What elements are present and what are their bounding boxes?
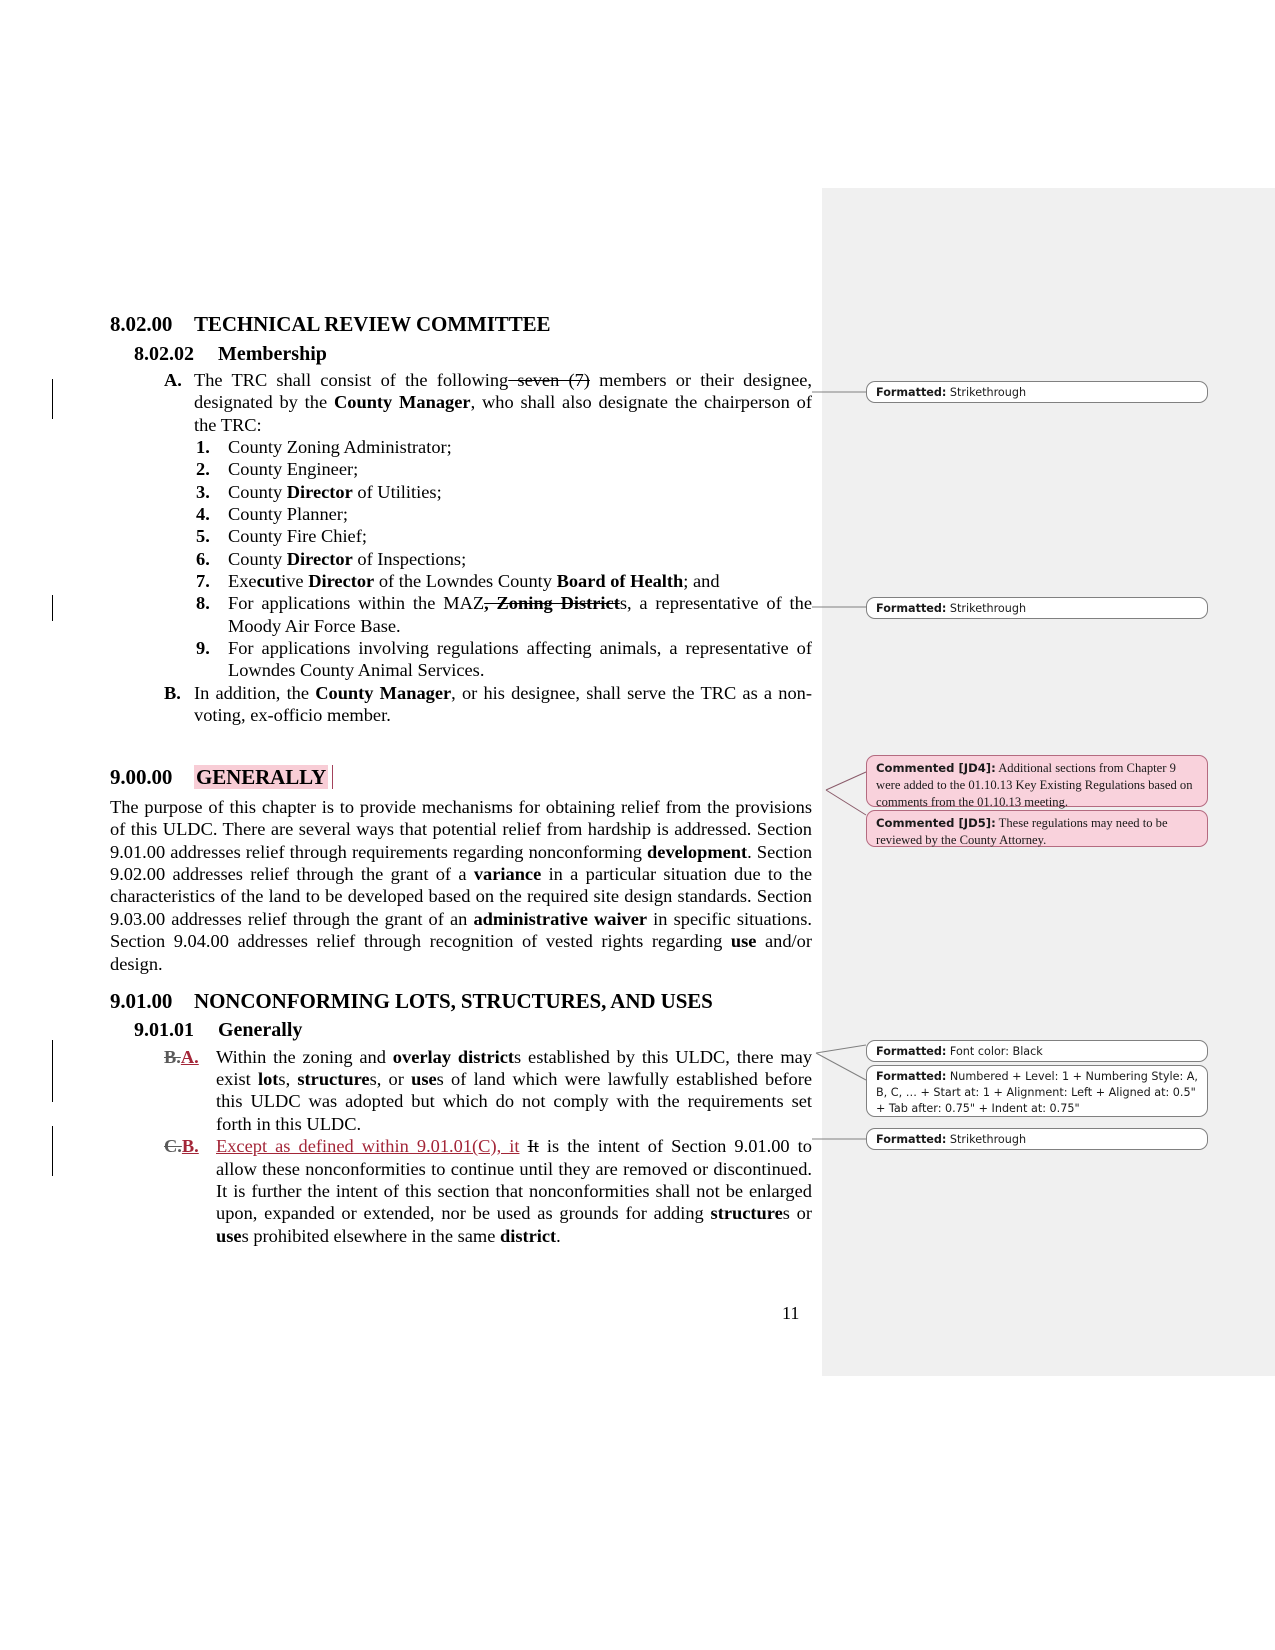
list-marker: 8. xyxy=(196,593,210,614)
inserted-marker: B. xyxy=(181,1136,199,1157)
list-text xyxy=(228,571,720,591)
text-run: members or their designee, designated by the xyxy=(194,369,813,413)
text-run: County xyxy=(228,481,287,502)
deleted-text: , Zoning District xyxy=(484,593,620,614)
heading-title: Generally xyxy=(218,1019,303,1042)
list-text xyxy=(216,1136,812,1245)
change-bar xyxy=(52,1040,53,1102)
heading-8-02-02 xyxy=(134,342,812,366)
text-run: Exe xyxy=(228,571,257,592)
bold-term: Director xyxy=(286,548,353,569)
text-run: For applications within the MAZ xyxy=(228,593,485,614)
text-run: in specific situations. Section 9.04.00 addresses relief through recognition of vested rights regarding xyxy=(110,908,812,952)
bold-term: County Manager xyxy=(315,682,452,703)
list-text: County Fire Chief; xyxy=(228,526,367,547)
heading-number: 9.00.00 xyxy=(110,764,173,789)
balloon-text: Numbered + Level: 1 + Numbering Style: A, B, C, … + Start at: 1 + Alignment: Left + Aligned at: 0.5" + Tab after: 0.75" + Indent at: 0.75" xyxy=(876,1070,1198,1115)
list-text xyxy=(228,549,466,569)
list-item-a xyxy=(164,369,812,436)
heading-title: Membership xyxy=(218,342,327,365)
generally-paragraph xyxy=(110,796,812,975)
page-number: 11 xyxy=(782,1303,800,1323)
balloon-label: Formatted: xyxy=(876,602,947,615)
text-run: and/or design. xyxy=(110,931,812,974)
bold-term: Director xyxy=(286,481,353,502)
list-item-8 xyxy=(196,592,812,637)
list-marker xyxy=(164,1046,214,1068)
deleted-text: seven (7) xyxy=(508,369,590,390)
list-item-1 xyxy=(196,436,812,458)
inserted-text: Except as defined within 9.01.01(C), it xyxy=(216,1136,520,1157)
bold-term: development xyxy=(647,841,748,862)
list-text xyxy=(194,683,812,725)
list-text xyxy=(216,1047,812,1134)
list-marker: 7. xyxy=(196,571,210,592)
heading-title: GENERALLY xyxy=(196,764,327,789)
formatted-balloon-numbered[interactable] xyxy=(866,1065,1208,1117)
list-text xyxy=(228,593,812,635)
list-marker: A. xyxy=(164,369,182,390)
text-run: s prohibited elsewhere in the same xyxy=(241,1225,500,1246)
list-marker: 5. xyxy=(196,526,210,547)
heading-title: NONCONFORMING LOTS, STRUCTURES, AND USES xyxy=(194,988,713,1013)
text-run: ive xyxy=(281,571,309,592)
bold-term: district xyxy=(499,1225,557,1246)
bold-term: Board of Health xyxy=(556,571,684,592)
balloon-text: Strikethrough xyxy=(946,1133,1027,1146)
heading-number: 9.01.01 xyxy=(134,1019,194,1042)
list-item-9 xyxy=(196,637,812,682)
list-item-2 xyxy=(196,458,812,480)
text-run: In addition, the xyxy=(194,682,316,703)
comment-balloon-jd4[interactable] xyxy=(866,755,1208,807)
bold-term: use xyxy=(411,1069,437,1090)
bold-term: cut xyxy=(256,571,282,592)
list-marker: 1. xyxy=(196,436,210,457)
bold-term: variance xyxy=(473,864,542,885)
balloon-text: Additional sections from Chapter 9 were added to the 01.10.13 Key Existing Regulations based on comments from the 01.10.13 meeting. xyxy=(876,761,1193,809)
text-run: s, xyxy=(278,1069,298,1090)
bold-term: use xyxy=(216,1225,242,1246)
text-run: s or xyxy=(782,1203,813,1224)
text-run: , who shall also designate the chairperson of the TRC: xyxy=(194,392,812,435)
heading-9-00-00 xyxy=(110,765,812,791)
balloon-label: Commented [JD4]: xyxy=(876,761,996,775)
heading-9-01-01 xyxy=(134,1018,812,1042)
nonconforming-item-b xyxy=(164,1135,812,1247)
text-run: of the Lowndes County xyxy=(374,571,557,592)
change-bar xyxy=(52,379,53,419)
text-run: s established by this ULDC, there may exist xyxy=(216,1046,813,1090)
list-marker: 6. xyxy=(196,548,210,569)
list-marker xyxy=(164,1135,214,1157)
balloon-label: Commented [JD5]: xyxy=(876,816,996,830)
text-run: s, a representative of the Moody Air Force Base. xyxy=(228,593,813,636)
text-run: s, or xyxy=(369,1069,412,1090)
list-marker: 3. xyxy=(196,481,210,502)
heading-8-02-00 xyxy=(110,312,812,338)
nonconforming-item-a xyxy=(164,1046,812,1135)
comment-balloon-jd5[interactable] xyxy=(866,810,1208,847)
document-body xyxy=(110,312,812,1247)
text-run: . xyxy=(556,1225,561,1246)
text-run: Within the zoning and xyxy=(216,1046,393,1067)
text-run: s of land which were lawfully established before this ULDC was adopted but which do not comply with the requirements set forth in this ULDC. xyxy=(216,1069,813,1134)
balloon-text: Font color: Black xyxy=(946,1045,1043,1058)
formatted-balloon-strikethrough-2[interactable] xyxy=(866,597,1208,619)
text-run: , or his designee, shall serve the TRC as a non-voting, ex-officio member. xyxy=(194,682,812,726)
bold-term: Director xyxy=(308,571,375,592)
balloon-label: Formatted: xyxy=(876,1070,947,1083)
text-run: of Inspections; xyxy=(352,548,467,569)
heading-9-01-00 xyxy=(110,989,812,1015)
balloon-label: Formatted: xyxy=(876,1045,947,1058)
formatted-balloon-font-color[interactable] xyxy=(866,1040,1208,1062)
heading-title: TECHNICAL REVIEW COMMITTEE xyxy=(194,312,551,336)
bold-term: administrative waiver xyxy=(473,908,648,929)
list-item-6 xyxy=(196,548,812,570)
text-run: The TRC shall consist of the following xyxy=(194,369,509,390)
formatted-balloon-strikethrough-3[interactable] xyxy=(866,1128,1208,1150)
list-text: For applications involving regulations affecting animals, a representative of Lowndes County Animal Services. xyxy=(228,638,812,681)
balloon-text: Strikethrough xyxy=(946,602,1027,615)
list-text: County Engineer; xyxy=(228,459,359,480)
change-bar xyxy=(52,595,53,621)
heading-number: 8.02.00 xyxy=(110,312,173,336)
list-item-5 xyxy=(196,525,812,547)
list-item-4 xyxy=(196,503,812,525)
deleted-marker: B. xyxy=(164,1046,181,1067)
list-text: County Zoning Administrator; xyxy=(228,436,452,457)
heading-number: 9.01.00 xyxy=(110,988,173,1013)
bold-term: use xyxy=(730,931,757,952)
balloon-label: Formatted: xyxy=(876,1133,947,1146)
text-run: ; and xyxy=(683,571,720,592)
balloon-text: These regulations may need to be reviewed by the County Attorney. xyxy=(876,816,1168,847)
bold-term: lot xyxy=(257,1069,279,1090)
bold-term: County Manager xyxy=(333,392,471,413)
list-marker: 4. xyxy=(196,503,210,524)
change-bar xyxy=(52,1126,53,1176)
text-run: County xyxy=(228,548,287,569)
text-run: is the intent of Section 9.01.00 to allow these nonconformities to continue until they are removed or discontinued. It is further the intent of this section that nonconformities shall not be enlarged upon, expanded or extended, nor be used as grounds for adding xyxy=(216,1136,812,1224)
balloon-text: Strikethrough xyxy=(946,386,1027,399)
deleted-text: It xyxy=(527,1136,539,1157)
balloon-label: Formatted: xyxy=(876,386,947,399)
text-run: of Utilities; xyxy=(352,481,442,502)
list-item-7 xyxy=(196,570,812,592)
inserted-marker: A. xyxy=(180,1046,199,1067)
text-run: in a particular situation due to the characteristics of the land to be developed based on the required site design standards. Section 9.03.00 addresses relief through the grant of an xyxy=(110,864,812,929)
list-text: County Planner; xyxy=(228,503,349,524)
formatted-balloon-strikethrough-1[interactable] xyxy=(866,381,1208,403)
text-run: . Section 9.02.00 addresses relief through the grant of a xyxy=(110,841,813,885)
list-marker: 9. xyxy=(196,638,210,659)
heading-number: 8.02.02 xyxy=(134,342,194,365)
text-run: The purpose of this chapter is to provide mechanisms for obtaining relief from the provisions of this ULDC. There are several ways that potential relief from hardship is addressed. Section 9.01.00 addresses relief through requirements regarding nonconforming xyxy=(110,797,812,862)
bold-term: structure xyxy=(710,1203,783,1224)
list-text xyxy=(228,482,442,502)
list-text xyxy=(194,370,812,435)
bold-term: overlay district xyxy=(392,1046,515,1067)
bold-term: structure xyxy=(297,1069,370,1090)
list-marker: B. xyxy=(164,682,181,703)
list-item-3 xyxy=(196,481,812,503)
list-marker: 2. xyxy=(196,459,210,480)
list-item-b xyxy=(164,682,812,727)
deleted-marker: C. xyxy=(164,1136,182,1157)
